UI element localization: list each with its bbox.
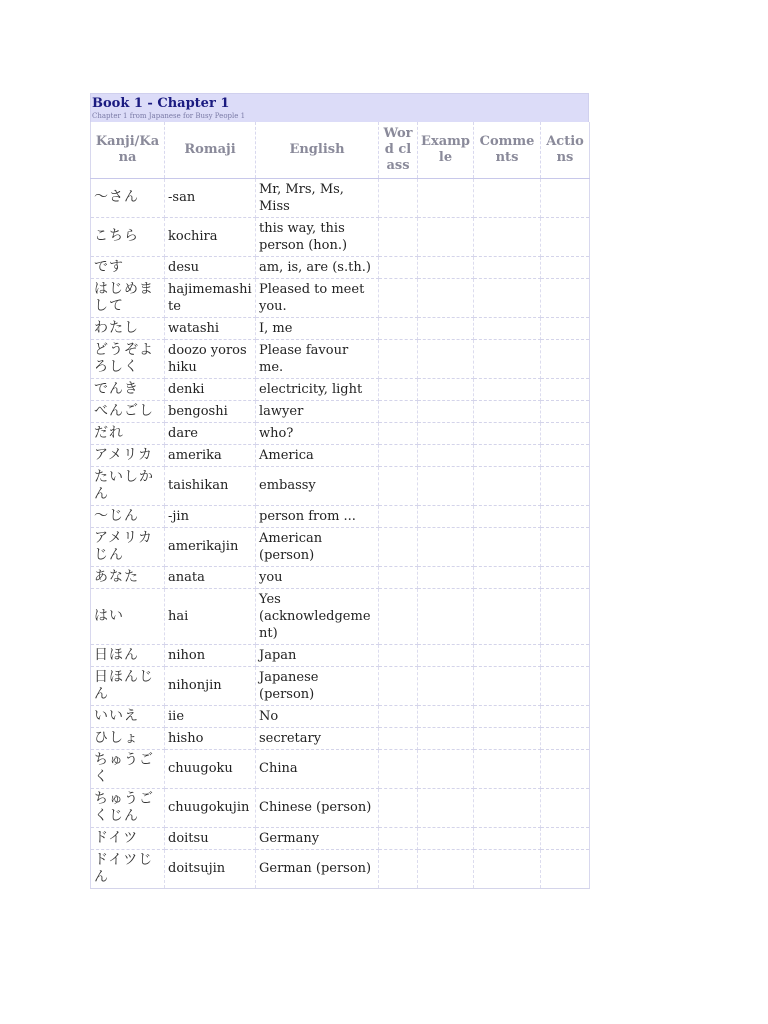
word-class-cell: [379, 217, 418, 256]
romaji-cell: doitsu: [165, 827, 256, 849]
kana-cell: いいえ: [91, 705, 165, 727]
actions-cell: [541, 727, 590, 749]
actions-cell: [541, 422, 590, 444]
table-caption: [90, 93, 589, 122]
word-class-cell: [379, 588, 418, 644]
column-header-kanji-kana[interactable]: Kanji/Kana: [91, 122, 165, 178]
comments-cell: [474, 527, 541, 566]
actions-cell: [541, 278, 590, 317]
word-class-cell: [379, 749, 418, 788]
kana-cell: アメリカじん: [91, 527, 165, 566]
romaji-cell: -san: [165, 178, 256, 217]
english-cell: Yes (acknowledgement): [256, 588, 379, 644]
kana-cell: あなた: [91, 566, 165, 588]
comments-cell: [474, 422, 541, 444]
table-row: [91, 378, 590, 400]
example-cell: [418, 256, 474, 278]
word-class-cell: [379, 466, 418, 505]
kana-cell: だれ: [91, 422, 165, 444]
english-cell: No: [256, 705, 379, 727]
comments-cell: [474, 317, 541, 339]
table-row: [91, 466, 590, 505]
word-class-cell: [379, 339, 418, 378]
word-class-cell: [379, 378, 418, 400]
word-class-cell: [379, 566, 418, 588]
example-cell: [418, 339, 474, 378]
romaji-cell: bengoshi: [165, 400, 256, 422]
example-cell: [418, 666, 474, 705]
example-cell: [418, 827, 474, 849]
column-header-actions[interactable]: Actions: [541, 122, 590, 178]
romaji-cell: hisho: [165, 727, 256, 749]
example-cell: [418, 749, 474, 788]
kana-cell: 〜じん: [91, 505, 165, 527]
english-cell: Germany: [256, 827, 379, 849]
kana-cell: ドイツ: [91, 827, 165, 849]
word-class-cell: [379, 278, 418, 317]
example-cell: [418, 400, 474, 422]
english-cell: am, is, are (s.th.): [256, 256, 379, 278]
comments-cell: [474, 339, 541, 378]
column-header-comments[interactable]: Comments: [474, 122, 541, 178]
english-cell: Chinese (person): [256, 788, 379, 827]
vocabulary-rows: [91, 178, 590, 888]
romaji-cell: nihon: [165, 644, 256, 666]
word-class-cell: [379, 527, 418, 566]
english-cell: Please favour me.: [256, 339, 379, 378]
actions-cell: [541, 644, 590, 666]
english-cell: I, me: [256, 317, 379, 339]
romaji-cell: doitsujin: [165, 849, 256, 888]
actions-cell: [541, 339, 590, 378]
kana-cell: でんき: [91, 378, 165, 400]
comments-cell: [474, 588, 541, 644]
example-cell: [418, 178, 474, 217]
kana-cell: ちゅうごく: [91, 749, 165, 788]
table-row: [91, 339, 590, 378]
romaji-cell: hai: [165, 588, 256, 644]
word-class-cell: [379, 256, 418, 278]
example-cell: [418, 278, 474, 317]
vocabulary-table: [90, 122, 590, 889]
comments-cell: [474, 849, 541, 888]
word-class-cell: [379, 400, 418, 422]
english-cell: Mr, Mrs, Ms, Miss: [256, 178, 379, 217]
english-cell: you: [256, 566, 379, 588]
example-cell: [418, 217, 474, 256]
column-header-example[interactable]: Example: [418, 122, 474, 178]
actions-cell: [541, 444, 590, 466]
word-class-cell: [379, 317, 418, 339]
actions-cell: [541, 317, 590, 339]
comments-cell: [474, 505, 541, 527]
comments-cell: [474, 705, 541, 727]
actions-cell: [541, 527, 590, 566]
romaji-cell: -jin: [165, 505, 256, 527]
table-row: [91, 278, 590, 317]
vocabulary-block: [90, 93, 589, 889]
word-class-cell: [379, 644, 418, 666]
word-class-cell: [379, 666, 418, 705]
actions-cell: [541, 566, 590, 588]
chapter-title: Book 1 - Chapter 1: [92, 96, 230, 111]
table-row: [91, 788, 590, 827]
english-cell: this way, this person (hon.): [256, 217, 379, 256]
table-row: [91, 644, 590, 666]
example-cell: [418, 505, 474, 527]
word-class-cell: [379, 827, 418, 849]
comments-cell: [474, 278, 541, 317]
comments-cell: [474, 749, 541, 788]
comments-cell: [474, 217, 541, 256]
comments-cell: [474, 444, 541, 466]
actions-cell: [541, 588, 590, 644]
table-row: [91, 849, 590, 888]
english-cell: secretary: [256, 727, 379, 749]
kana-cell: ひしょ: [91, 727, 165, 749]
example-cell: [418, 644, 474, 666]
table-row: [91, 666, 590, 705]
word-class-cell: [379, 705, 418, 727]
kana-cell: 日ほんじん: [91, 666, 165, 705]
table-row: [91, 527, 590, 566]
actions-cell: [541, 666, 590, 705]
kana-cell: 日ほん: [91, 644, 165, 666]
example-cell: [418, 727, 474, 749]
kana-cell: こちら: [91, 217, 165, 256]
english-cell: who?: [256, 422, 379, 444]
example-cell: [418, 527, 474, 566]
actions-cell: [541, 256, 590, 278]
kana-cell: ドイツじん: [91, 849, 165, 888]
column-header-romaji[interactable]: Romaji: [165, 122, 256, 178]
kana-cell: はじめまして: [91, 278, 165, 317]
actions-cell: [541, 827, 590, 849]
table-row: [91, 705, 590, 727]
english-cell: lawyer: [256, 400, 379, 422]
romaji-cell: kochira: [165, 217, 256, 256]
table-row: [91, 749, 590, 788]
actions-cell: [541, 788, 590, 827]
english-cell: America: [256, 444, 379, 466]
english-cell: embassy: [256, 466, 379, 505]
kana-cell: べんごし: [91, 400, 165, 422]
english-cell: Japanese (person): [256, 666, 379, 705]
actions-cell: [541, 705, 590, 727]
example-cell: [418, 788, 474, 827]
english-cell: person from ...: [256, 505, 379, 527]
comments-cell: [474, 378, 541, 400]
example-cell: [418, 705, 474, 727]
word-class-cell: [379, 505, 418, 527]
word-class-cell: [379, 178, 418, 217]
kana-cell: たいしかん: [91, 466, 165, 505]
comments-cell: [474, 727, 541, 749]
romaji-cell: hajimemashite: [165, 278, 256, 317]
word-class-cell: [379, 422, 418, 444]
actions-cell: [541, 378, 590, 400]
english-cell: electricity, light: [256, 378, 379, 400]
kana-cell: ちゅうごくじん: [91, 788, 165, 827]
table-row: [91, 400, 590, 422]
example-cell: [418, 849, 474, 888]
actions-cell: [541, 749, 590, 788]
table-row: [91, 588, 590, 644]
example-cell: [418, 422, 474, 444]
romaji-cell: iie: [165, 705, 256, 727]
english-cell: China: [256, 749, 379, 788]
example-cell: [418, 466, 474, 505]
comments-cell: [474, 466, 541, 505]
actions-cell: [541, 505, 590, 527]
romaji-cell: denki: [165, 378, 256, 400]
kana-cell: どうぞよろしく: [91, 339, 165, 378]
table-row: [91, 217, 590, 256]
english-cell: German (person): [256, 849, 379, 888]
kana-cell: 〜さん: [91, 178, 165, 217]
actions-cell: [541, 217, 590, 256]
actions-cell: [541, 849, 590, 888]
comments-cell: [474, 256, 541, 278]
table-row: [91, 178, 590, 217]
chapter-subtitle: Chapter 1 from Japanese for Busy People 1: [92, 112, 246, 120]
english-cell: Pleased to meet you.: [256, 278, 379, 317]
romaji-cell: doozo yoroshiku: [165, 339, 256, 378]
romaji-cell: anata: [165, 566, 256, 588]
example-cell: [418, 588, 474, 644]
example-cell: [418, 317, 474, 339]
table-row: [91, 422, 590, 444]
english-cell: Japan: [256, 644, 379, 666]
example-cell: [418, 444, 474, 466]
comments-cell: [474, 566, 541, 588]
comments-cell: [474, 666, 541, 705]
romaji-cell: taishikan: [165, 466, 256, 505]
word-class-cell: [379, 788, 418, 827]
table-row: [91, 727, 590, 749]
comments-cell: [474, 178, 541, 217]
example-cell: [418, 566, 474, 588]
word-class-cell: [379, 849, 418, 888]
comments-cell: [474, 788, 541, 827]
word-class-cell: [379, 727, 418, 749]
table-row: [91, 505, 590, 527]
table-row: [91, 444, 590, 466]
romaji-cell: amerikajin: [165, 527, 256, 566]
table-row: [91, 317, 590, 339]
romaji-cell: chuugokujin: [165, 788, 256, 827]
romaji-cell: desu: [165, 256, 256, 278]
kana-cell: わたし: [91, 317, 165, 339]
example-cell: [418, 378, 474, 400]
kana-cell: アメリカ: [91, 444, 165, 466]
column-header-english[interactable]: English: [256, 122, 379, 178]
table-row: [91, 256, 590, 278]
actions-cell: [541, 178, 590, 217]
comments-cell: [474, 644, 541, 666]
table-row: [91, 566, 590, 588]
kana-cell: です: [91, 256, 165, 278]
romaji-cell: nihonjin: [165, 666, 256, 705]
actions-cell: [541, 400, 590, 422]
comments-cell: [474, 827, 541, 849]
english-cell: American (person): [256, 527, 379, 566]
romaji-cell: watashi: [165, 317, 256, 339]
header-row: [91, 122, 590, 178]
comments-cell: [474, 400, 541, 422]
romaji-cell: amerika: [165, 444, 256, 466]
actions-cell: [541, 466, 590, 505]
romaji-cell: chuugoku: [165, 749, 256, 788]
table-row: [91, 827, 590, 849]
word-class-cell: [379, 444, 418, 466]
kana-cell: はい: [91, 588, 165, 644]
column-header-word-class[interactable]: Word class: [379, 122, 418, 178]
romaji-cell: dare: [165, 422, 256, 444]
